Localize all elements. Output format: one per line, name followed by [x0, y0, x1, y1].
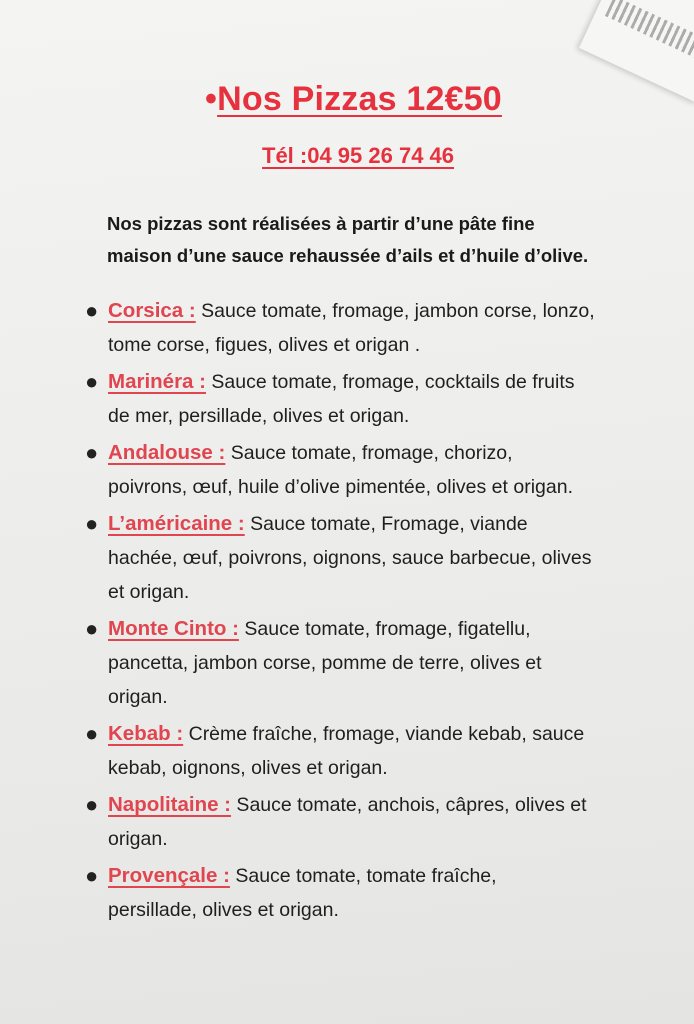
phone-number: Tél :04 95 26 74 46 — [262, 143, 455, 168]
bullet-icon: ● — [85, 511, 99, 536]
bullet-icon: ● — [85, 616, 99, 641]
pizza-name: Marinéra : — [108, 370, 206, 393]
pizza-name: Napolitaine : — [108, 793, 232, 816]
pizza-name: Provençale : — [108, 864, 230, 887]
pizza-ingredients-cont: kebab, oignons, olives et origan. — [108, 757, 388, 779]
bullet-icon: ● — [85, 298, 99, 323]
title-text: Nos Pizzas 12€50 — [217, 80, 502, 118]
pizza-item-americaine — [85, 507, 675, 609]
bullet-icon: ● — [85, 440, 99, 465]
bullet-icon: ● — [85, 792, 99, 817]
pizza-item-corsica — [85, 294, 675, 362]
pizza-list — [85, 294, 675, 927]
pizza-ingredients: Sauce tomate, fromage, jambon corse, lonzo, — [195, 300, 595, 322]
pizza-item-provencale — [85, 859, 675, 927]
pizza-item-andalouse — [85, 436, 675, 504]
pizza-ingredients-cont: pancetta, jambon corse, pomme de terre, olives et — [108, 652, 542, 674]
pizza-ingredients: Sauce tomate, fromage, figatellu, — [238, 618, 531, 640]
pizza-name: Kebab : — [108, 722, 184, 745]
pizza-ingredients-cont: et origan. — [108, 581, 190, 603]
pizza-name: Andalouse : — [108, 441, 226, 464]
intro-line-2: maison d’une sauce rehaussée d’ails et d’huile d’olive. — [107, 245, 589, 266]
pizza-ingredients-cont: persillade, olives et origan. — [108, 899, 339, 921]
pizza-ingredients-cont: hachée, œuf, poivrons, oignons, sauce barbecue, olives — [108, 547, 592, 569]
pizza-ingredients: Sauce tomate, Fromage, viande — [244, 513, 528, 535]
intro-text — [107, 208, 677, 272]
pizza-ingredients-cont: origan. — [108, 828, 168, 850]
intro-line-1: Nos pizzas sont réalisées à partir d’une pâte fine — [107, 213, 535, 234]
pizza-item-monte-cinto — [85, 612, 675, 714]
bullet-icon: ● — [85, 863, 99, 888]
pizza-item-napolitaine — [85, 788, 675, 856]
title-bullet: • — [205, 80, 218, 118]
pizza-item-kebab — [85, 717, 675, 785]
pizza-item-marinera — [85, 365, 675, 433]
pizza-name: Monte Cinto : — [108, 617, 239, 640]
bullet-icon: ● — [85, 369, 99, 394]
pizza-ingredients-cont: origan. — [108, 686, 168, 708]
pizza-name: Corsica : — [108, 299, 196, 322]
pizza-ingredients-cont: tome corse, figues, olives et origan . — [108, 334, 421, 356]
pizza-ingredients-cont: poivrons, œuf, huile d’olive pimentée, olives et origan. — [108, 476, 573, 498]
pizza-name: L’américaine : — [108, 512, 245, 535]
pizza-ingredients-cont: de mer, persillade, olives et origan. — [108, 405, 410, 427]
pizza-ingredients: Sauce tomate, tomate fraîche, — [229, 865, 497, 887]
pizza-ingredients: Crème fraîche, fromage, viande kebab, sauce — [183, 723, 585, 745]
pizza-ingredients: Sauce tomate, fromage, chorizo, — [225, 442, 513, 464]
pizza-ingredients: Sauce tomate, anchois, câpres, olives et — [231, 794, 587, 816]
menu-title — [205, 80, 502, 119]
pizza-ingredients: Sauce tomate, fromage, cocktails de fruits — [205, 371, 575, 393]
bullet-icon: ● — [85, 721, 99, 746]
